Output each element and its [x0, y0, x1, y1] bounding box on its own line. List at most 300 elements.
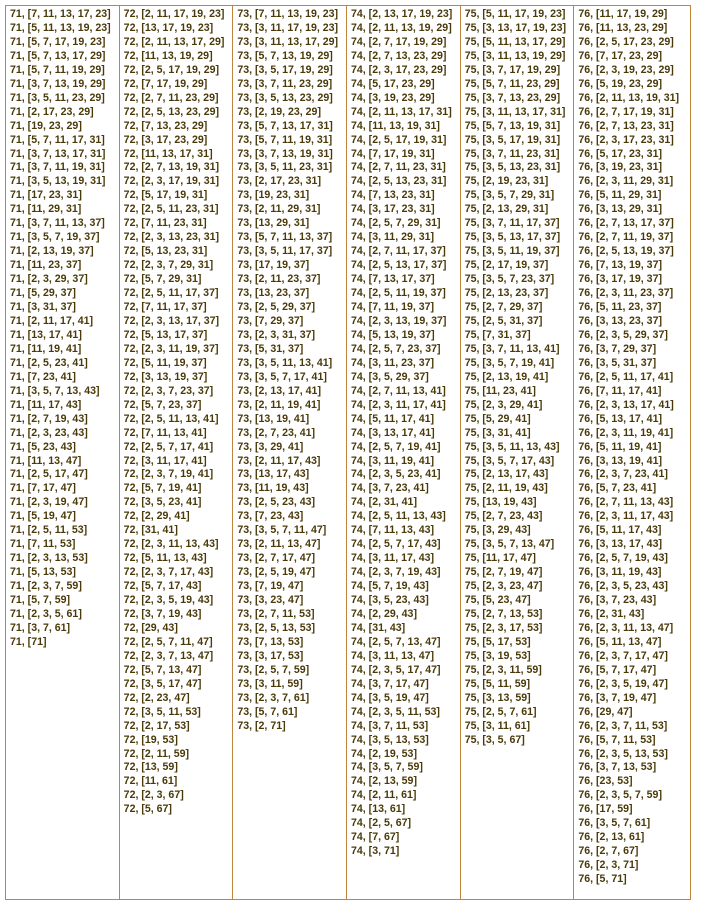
- table-entry: 73, [3, 7, 13, 19, 31]: [237, 147, 333, 160]
- table-entry: 73, [7, 19, 47]: [237, 580, 304, 593]
- table-entry: 76, [3, 7, 29, 37]: [578, 342, 657, 355]
- table-entry: 74, [2, 19, 53]: [351, 747, 417, 760]
- table-entry: 74, [2, 5, 7, 13, 47]: [351, 635, 441, 648]
- table-entry: 74, [2, 7, 11, 23, 31]: [351, 161, 446, 174]
- table-entry: 72, [29, 43]: [123, 621, 178, 634]
- table-entry: 71, [2, 11, 17, 41]: [10, 314, 94, 327]
- table-entry: 76, [3, 7, 19, 47]: [578, 691, 657, 704]
- table-entry: 76, [2, 3, 11, 23, 37]: [578, 287, 674, 300]
- table-entry: 76, [2, 5, 7, 19, 43]: [578, 552, 668, 565]
- table-entry: 76, [29, 47]: [578, 705, 633, 718]
- table-entry: 71, [2, 17, 23, 29]: [10, 105, 94, 118]
- table-entry: 76, [5, 19, 23, 29]: [578, 77, 662, 90]
- table-entry: 73, [2, 5, 23, 43]: [237, 496, 316, 509]
- table-entry: 74, [3, 7, 17, 47]: [351, 677, 429, 690]
- table-entry: 71, [2, 13, 19, 37]: [10, 245, 94, 258]
- table-entry: 73, [5, 7, 13, 17, 31]: [237, 119, 333, 132]
- table-entry: 74, [7, 11, 13, 43]: [351, 524, 435, 537]
- table-entry: 72, [19, 53]: [123, 733, 178, 746]
- table-entry: 74, [2, 5, 7, 23, 37]: [351, 342, 441, 355]
- table-entry: 72, [5, 7, 13, 47]: [123, 663, 202, 676]
- table-entry: 76, [2, 5, 17, 23, 29]: [578, 35, 674, 48]
- table-entry: 72, [2, 3, 5, 19, 43]: [123, 594, 214, 607]
- table-entry: 71, [7, 11, 53]: [10, 538, 76, 551]
- table-entry: 73, [5, 7, 13, 19, 29]: [237, 49, 333, 62]
- table-entry: 75, [3, 5, 7, 19, 41]: [464, 356, 555, 369]
- table-entry: 72, [3, 5, 17, 47]: [123, 677, 202, 690]
- table-entry: 75, [3, 11, 61]: [464, 719, 531, 732]
- table-entry: 71, [5, 7, 59]: [10, 594, 71, 607]
- table-entry: 76, [2, 3, 5, 13, 53]: [578, 747, 668, 760]
- table-entry: 72, [5, 17, 19, 31]: [123, 189, 208, 202]
- table-entry: 72, [2, 5, 7, 11, 47]: [123, 635, 213, 648]
- table-entry: 72, [5, 7, 29, 31]: [123, 273, 202, 286]
- table-entry: 72, [2, 3, 7, 19, 41]: [123, 468, 214, 481]
- table-entry: 74, [2, 7, 11, 13, 41]: [351, 384, 446, 397]
- table-entry: 72, [2, 7, 11, 23, 29]: [123, 91, 219, 104]
- table-entry: 75, [2, 13, 23, 37]: [464, 287, 549, 300]
- table-entry: 72, [2, 5, 11, 17, 37]: [123, 287, 219, 300]
- table-entry: 73, [7, 29, 37]: [237, 314, 304, 327]
- table-entry: 76, [3, 5, 7, 61]: [578, 817, 651, 830]
- table-entry: 76, [5, 7, 23, 41]: [578, 482, 657, 495]
- table-entry: 71, [2, 3, 23, 43]: [10, 426, 88, 439]
- table-entry: 75, [3, 5, 11, 13, 43]: [464, 440, 560, 453]
- table-entry: 74, [3, 5, 13, 53]: [351, 733, 429, 746]
- column-73: [233, 6, 347, 899]
- table-entry: 73, [5, 31, 37]: [237, 342, 304, 355]
- table-entry: 72, [2, 11, 59]: [123, 747, 190, 760]
- table-entry: 72, [3, 13, 19, 37]: [123, 370, 208, 383]
- table-entry: 76, [2, 7, 13, 17, 37]: [578, 217, 674, 230]
- table-entry: 72, [13, 17, 19, 23]: [123, 21, 214, 34]
- table-entry: 76, [5, 11, 13, 47]: [578, 635, 662, 648]
- table-entry: 75, [3, 29, 43]: [464, 524, 531, 537]
- table-entry: 75, [2, 17, 19, 37]: [464, 259, 549, 272]
- table-entry: 74, [2, 3, 11, 17, 41]: [351, 398, 446, 411]
- table-entry: 71, [5, 7, 11, 17, 31]: [10, 133, 105, 146]
- table-entry: 72, [5, 11, 13, 43]: [123, 552, 207, 565]
- table-entry: 76, [5, 11, 23, 37]: [578, 301, 662, 314]
- table-entry: 76, [3, 19, 23, 31]: [578, 161, 662, 174]
- table-entry: 72, [2, 11, 13, 17, 29]: [123, 35, 225, 48]
- table-entry: 73, [2, 5, 7, 59]: [237, 663, 310, 676]
- table-entry: 71, [2, 3, 13, 53]: [10, 552, 88, 565]
- table-entry: 73, [3, 5, 13, 23, 29]: [237, 91, 333, 104]
- table-entry: 74, [2, 5, 67]: [351, 817, 412, 830]
- table-entry: 73, [3, 11, 59]: [237, 677, 303, 690]
- table-entry: 71, [7, 23, 41]: [10, 370, 76, 383]
- table-entry: 72, [3, 5, 11, 53]: [123, 705, 201, 718]
- table-entry: 73, [2, 11, 17, 43]: [237, 454, 321, 467]
- table-entry: 71, [2, 5, 23, 41]: [10, 356, 88, 369]
- table-entry: 75, [3, 11, 13, 17, 31]: [464, 105, 566, 118]
- table-entry: 72, [5, 7, 19, 41]: [123, 482, 202, 495]
- table-entry: 75, [3, 13, 17, 19, 23]: [464, 21, 566, 34]
- table-entry: 72, [3, 17, 23, 29]: [123, 133, 208, 146]
- table-entry: 74, [2, 7, 11, 17, 37]: [351, 245, 446, 258]
- table-entry: 72, [2, 23, 47]: [123, 691, 190, 704]
- table-entry: 76, [7, 17, 23, 29]: [578, 49, 662, 62]
- table-entry: 71, [7, 11, 13, 17, 23]: [10, 8, 111, 20]
- table-entry: 73, [11, 19, 43]: [237, 482, 309, 495]
- table-entry: 72, [2, 5, 7, 17, 41]: [123, 440, 214, 453]
- table-entry: 76, [2, 5, 13, 19, 37]: [578, 245, 674, 258]
- table-entry: 75, [5, 17, 53]: [464, 635, 531, 648]
- column-76: [574, 6, 690, 899]
- table-entry: 76, [3, 5, 31, 37]: [578, 356, 657, 369]
- table-entry: 76, [2, 5, 11, 17, 41]: [578, 370, 674, 383]
- table-entry: 75, [5, 11, 17, 19, 23]: [464, 8, 566, 20]
- table-entry: 71, [3, 7, 13, 17, 31]: [10, 147, 106, 160]
- table-entry: 73, [2, 7, 23, 41]: [237, 426, 316, 439]
- table-entry: 73, [3, 5, 11, 13, 41]: [237, 356, 333, 369]
- table-entry: 73, [17, 19, 37]: [237, 259, 310, 272]
- table-entry: 76, [5, 11, 29, 31]: [578, 189, 662, 202]
- table-entry: 72, [7, 11, 13, 41]: [123, 426, 207, 439]
- table-entry: 76, [2, 3, 11, 29, 31]: [578, 175, 674, 188]
- table-entry: 73, [2, 3, 7, 61]: [237, 691, 310, 704]
- table-entry: 75, [11, 17, 47]: [464, 552, 536, 565]
- table-entry: 76, [2, 3, 5, 19, 47]: [578, 677, 668, 690]
- table-entry: 71, [2, 3, 5, 61]: [10, 607, 82, 620]
- table-entry: 76, [2, 3, 11, 17, 43]: [578, 510, 674, 523]
- table-entry: 74, [3, 5, 19, 47]: [351, 691, 429, 704]
- table-entry: 72, [5, 11, 19, 37]: [123, 356, 207, 369]
- table-entry: 71, [5, 7, 17, 19, 23]: [10, 35, 106, 48]
- partition-table: [5, 5, 691, 900]
- table-entry: 73, [2, 7, 11, 53]: [237, 607, 315, 620]
- table-entry: 75, [3, 5, 11, 19, 37]: [464, 245, 560, 258]
- table-entry: 72, [11, 13, 19, 29]: [123, 49, 213, 62]
- table-entry: 75, [2, 13, 29, 31]: [464, 203, 549, 216]
- table-entry: 75, [2, 7, 19, 47]: [464, 566, 543, 579]
- table-entry: 75, [3, 5, 67]: [464, 733, 525, 746]
- table-entry: 74, [2, 3, 13, 19, 37]: [351, 314, 447, 327]
- table-entry: 75, [3, 7, 11, 17, 37]: [464, 217, 560, 230]
- table-entry: 72, [2, 3, 13, 17, 37]: [123, 314, 220, 327]
- table-entry: 72, [2, 3, 11, 19, 37]: [123, 342, 219, 355]
- table-entry: 73, [3, 11, 13, 17, 29]: [237, 35, 339, 48]
- table-entry: 76, [7, 13, 19, 37]: [578, 259, 662, 272]
- table-entry: 76, [3, 7, 23, 43]: [578, 594, 657, 607]
- table-entry: 75, [5, 7, 13, 19, 31]: [464, 119, 561, 132]
- table-entry: 72, [2, 3, 13, 23, 31]: [123, 231, 220, 244]
- table-entry: 75, [5, 11, 13, 17, 29]: [464, 35, 566, 48]
- table-entry: 76, [2, 3, 13, 17, 41]: [578, 398, 674, 411]
- table-entry: 71, [3, 5, 13, 19, 31]: [10, 175, 106, 188]
- table-entry: 73, [2, 5, 13, 53]: [237, 621, 316, 634]
- table-entry: 71, [3, 5, 7, 13, 43]: [10, 384, 100, 397]
- table-entry: 76, [5, 13, 17, 41]: [578, 412, 662, 425]
- table-entry: 72, [2, 17, 53]: [123, 719, 190, 732]
- table-entry: 73, [3, 5, 11, 23, 31]: [237, 161, 333, 174]
- table-entry: 74, [3, 5, 29, 37]: [351, 370, 429, 383]
- table-entry: 71, [11, 23, 37]: [10, 259, 82, 272]
- table-entry: 75, [2, 19, 23, 31]: [464, 175, 549, 188]
- table-entry: 74, [5, 13, 19, 37]: [351, 328, 435, 341]
- table-entry: 72, [2, 5, 17, 19, 29]: [123, 63, 220, 76]
- table-entry: 74, [3, 13, 17, 41]: [351, 426, 435, 439]
- column-72: [120, 6, 234, 899]
- table-entry: 73, [3, 29, 41]: [237, 440, 304, 453]
- table-entry: 75, [2, 3, 23, 47]: [464, 580, 543, 593]
- table-entry: 72, [2, 7, 13, 19, 31]: [123, 161, 220, 174]
- table-entry: 73, [2, 19, 23, 29]: [237, 105, 321, 118]
- table-entry: 75, [3, 5, 7, 17, 43]: [464, 454, 555, 467]
- table-entry: 71, [11, 29, 31]: [10, 203, 82, 216]
- table-entry: 76, [2, 11, 13, 19, 31]: [578, 91, 680, 104]
- table-entry: 74, [13, 61]: [351, 803, 406, 816]
- table-entry: 71, [5, 13, 53]: [10, 566, 76, 579]
- table-entry: 73, [7, 13, 53]: [237, 635, 304, 648]
- table-entry: 74, [2, 3, 7, 19, 43]: [351, 566, 441, 579]
- table-entry: 72, [2, 5, 11, 13, 41]: [123, 412, 219, 425]
- table-entry: 74, [2, 11, 61]: [351, 789, 417, 802]
- table-entry: 76, [23, 53]: [578, 775, 633, 788]
- table-entry: 76, [2, 7, 17, 19, 31]: [578, 105, 674, 118]
- table-entry: 74, [2, 13, 59]: [351, 775, 417, 788]
- table-entry: 71, [5, 23, 43]: [10, 440, 76, 453]
- table-entry: 76, [2, 3, 7, 11, 53]: [578, 719, 668, 732]
- table-entry: 75, [3, 7, 17, 19, 29]: [464, 63, 561, 76]
- table-entry: 76, [3, 17, 19, 37]: [578, 273, 662, 286]
- table-entry: 74, [5, 11, 17, 41]: [351, 412, 435, 425]
- table-entry: 76, [2, 7, 11, 19, 37]: [578, 231, 674, 244]
- table-entry: 73, [3, 5, 11, 17, 37]: [237, 245, 333, 258]
- table-entry: 73, [5, 7, 11, 13, 37]: [237, 231, 333, 244]
- table-entry: 72, [3, 5, 23, 41]: [123, 496, 202, 509]
- table-entry: 74, [2, 29, 43]: [351, 607, 417, 620]
- table-entry: 75, [7, 31, 37]: [464, 328, 531, 341]
- table-entry: 71, [19, 23, 29]: [10, 119, 82, 132]
- table-entry: 72, [3, 11, 17, 41]: [123, 454, 207, 467]
- table-entry: 72, [2, 3, 7, 23, 37]: [123, 384, 214, 397]
- table-entry: 71, [2, 3, 29, 37]: [10, 273, 88, 286]
- table-entry: 76, [2, 7, 67]: [578, 845, 639, 858]
- table-entry: 76, [2, 31, 43]: [578, 607, 645, 620]
- column-71: [6, 6, 120, 899]
- table-entry: 72, [2, 3, 11, 13, 43]: [123, 538, 219, 551]
- table-entry: 73, [2, 7, 17, 47]: [237, 552, 316, 565]
- table-entry: 71, [3, 7, 11, 13, 37]: [10, 217, 105, 230]
- table-entry: 74, [2, 11, 13, 19, 29]: [351, 21, 452, 34]
- table-entry: 73, [2, 11, 13, 47]: [237, 538, 321, 551]
- table-entry: 71, [5, 19, 47]: [10, 510, 76, 523]
- table-entry: 73, [2, 3, 31, 37]: [237, 328, 316, 341]
- table-entry: 74, [2, 5, 11, 13, 43]: [351, 510, 446, 523]
- table-entry: 71, [11, 13, 47]: [10, 454, 82, 467]
- table-entry: 76, [5, 7, 17, 47]: [578, 663, 657, 676]
- table-entry: 72, [2, 3, 7, 13, 47]: [123, 649, 214, 662]
- table-entry: 74, [3, 11, 23, 37]: [351, 356, 435, 369]
- table-entry: 72, [11, 13, 17, 31]: [123, 147, 213, 160]
- table-entry: 74, [2, 3, 5, 17, 47]: [351, 663, 441, 676]
- table-entry: 76, [5, 71]: [578, 873, 627, 886]
- table-entry: 73, [2, 11, 23, 37]: [237, 273, 321, 286]
- table-entry: 75, [2, 13, 17, 43]: [464, 468, 549, 481]
- table-entry: 74, [2, 5, 7, 17, 43]: [351, 538, 441, 551]
- table-entry: 76, [3, 13, 19, 41]: [578, 454, 662, 467]
- table-entry: 74, [5, 17, 23, 29]: [351, 77, 435, 90]
- table-entry: 72, [31, 41]: [123, 524, 178, 537]
- table-entry: 76, [2, 7, 11, 13, 43]: [578, 496, 674, 509]
- table-entry: 76, [5, 11, 19, 41]: [578, 440, 662, 453]
- table-entry: 75, [5, 7, 11, 23, 29]: [464, 77, 560, 90]
- table-entry: 72, [3, 7, 19, 43]: [123, 607, 202, 620]
- table-entry: 76, [2, 3, 71]: [578, 859, 639, 872]
- table-entry: 74, [3, 7, 23, 41]: [351, 482, 429, 495]
- table-entry: 75, [5, 29, 41]: [464, 412, 531, 425]
- table-entry: 72, [7, 13, 23, 29]: [123, 119, 208, 132]
- table-entry: 76, [3, 7, 13, 53]: [578, 761, 657, 774]
- table-entry: 71, [2, 3, 19, 47]: [10, 496, 88, 509]
- table-entry: 71, [5, 7, 13, 17, 29]: [10, 49, 106, 62]
- table-entry: 73, [3, 5, 7, 11, 47]: [237, 524, 327, 537]
- table-entry: 75, [3, 5, 7, 29, 31]: [464, 189, 555, 202]
- table-entry: 76, [2, 3, 11, 19, 41]: [578, 426, 674, 439]
- table-entry: 74, [2, 5, 13, 23, 31]: [351, 175, 447, 188]
- table-entry: 75, [11, 23, 41]: [464, 384, 536, 397]
- table-entry: 74, [7, 17, 19, 31]: [351, 147, 435, 160]
- table-entry: 74, [3, 17, 23, 31]: [351, 203, 435, 216]
- table-entry: 73, [3, 23, 47]: [237, 594, 304, 607]
- table-entry: 75, [2, 3, 17, 53]: [464, 621, 543, 634]
- table-entry: 74, [2, 13, 17, 19, 23]: [351, 8, 453, 20]
- table-entry: 71, [13, 17, 41]: [10, 328, 82, 341]
- table-entry: 74, [3, 11, 17, 43]: [351, 552, 435, 565]
- table-entry: 74, [2, 11, 13, 17, 31]: [351, 105, 452, 118]
- table-entry: 73, [2, 5, 29, 37]: [237, 301, 316, 314]
- table-entry: 75, [2, 11, 19, 43]: [464, 482, 548, 495]
- table-entry: 74, [2, 7, 17, 19, 29]: [351, 35, 447, 48]
- table-entry: 76, [5, 7, 11, 53]: [578, 733, 656, 746]
- table-entry: 76, [3, 13, 29, 31]: [578, 203, 662, 216]
- table-entry: 73, [13, 23, 37]: [237, 287, 310, 300]
- table-entry: 76, [2, 3, 7, 17, 47]: [578, 649, 668, 662]
- table-entry: 76, [2, 3, 11, 13, 47]: [578, 621, 674, 634]
- table-entry: 76, [2, 3, 5, 23, 43]: [578, 580, 668, 593]
- table-entry: 71, [5, 11, 13, 19, 23]: [10, 21, 111, 34]
- table-entry: 72, [2, 3, 17, 19, 31]: [123, 175, 220, 188]
- table-entry: 75, [3, 5, 13, 17, 37]: [464, 231, 561, 244]
- table-entry: 76, [5, 17, 23, 31]: [578, 147, 662, 160]
- table-entry: 71, [3, 7, 11, 19, 31]: [10, 161, 105, 174]
- table-entry: 73, [2, 11, 19, 41]: [237, 398, 321, 411]
- table-entry: 76, [2, 3, 5, 7, 59]: [578, 789, 662, 802]
- table-entry: 72, [2, 3, 7, 29, 31]: [123, 259, 214, 272]
- table-entry: 71, [11, 19, 41]: [10, 342, 82, 355]
- table-entry: 75, [3, 31, 41]: [464, 426, 531, 439]
- table-entry: 74, [7, 11, 19, 37]: [351, 301, 435, 314]
- table-entry: 74, [3, 71]: [351, 845, 400, 858]
- table-entry: 76, [2, 13, 61]: [578, 831, 645, 844]
- table-entry: 76, [2, 7, 13, 23, 31]: [578, 119, 674, 132]
- table-entry: 74, [3, 5, 7, 59]: [351, 761, 423, 774]
- table-entry: 71, [3, 7, 61]: [10, 621, 71, 634]
- table-entry: 76, [2, 3, 19, 23, 29]: [578, 63, 674, 76]
- table-entry: 71, [17, 23, 31]: [10, 189, 82, 202]
- table-entry: 73, [2, 71]: [237, 719, 286, 732]
- table-entry: 72, [5, 13, 17, 37]: [123, 328, 208, 341]
- table-entry: 76, [2, 3, 5, 29, 37]: [578, 328, 668, 341]
- table-entry: 71, [7, 17, 47]: [10, 482, 76, 495]
- table-entry: 75, [3, 5, 7, 13, 47]: [464, 538, 555, 551]
- table-entry: 74, [2, 3, 5, 11, 53]: [351, 705, 440, 718]
- table-entry: 71, [2, 3, 7, 59]: [10, 580, 82, 593]
- table-entry: 75, [3, 7, 11, 13, 41]: [464, 342, 560, 355]
- table-entry: 74, [7, 67]: [351, 831, 400, 844]
- column-74: [347, 6, 461, 899]
- table-entry: 71, [3, 5, 7, 19, 37]: [10, 231, 100, 244]
- table-entry: 71, [2, 5, 11, 53]: [10, 524, 88, 537]
- table-entry: 74, [7, 13, 17, 37]: [351, 273, 435, 286]
- table-entry: 75, [3, 7, 11, 23, 31]: [464, 147, 560, 160]
- table-entry: 72, [2, 11, 17, 19, 23]: [123, 8, 225, 20]
- table-entry: 75, [3, 13, 59]: [464, 691, 531, 704]
- table-entry: 74, [2, 3, 5, 23, 41]: [351, 468, 441, 481]
- table-entry: 76, [3, 11, 19, 43]: [578, 566, 662, 579]
- table-entry: 72, [5, 7, 23, 37]: [123, 398, 202, 411]
- table-entry: 72, [2, 3, 67]: [123, 789, 184, 802]
- table-entry: 72, [5, 13, 23, 31]: [123, 245, 208, 258]
- table-entry: 73, [3, 5, 7, 17, 41]: [237, 370, 327, 383]
- table-entry: 72, [11, 61]: [123, 775, 178, 788]
- table-entry: 71, [3, 5, 11, 23, 29]: [10, 91, 105, 104]
- table-entry: 73, [7, 23, 43]: [237, 510, 304, 523]
- table-entry: 75, [13, 19, 43]: [464, 496, 537, 509]
- table-entry: 75, [3, 5, 7, 23, 37]: [464, 273, 555, 286]
- table-entry: 74, [2, 5, 17, 19, 31]: [351, 133, 447, 146]
- table-entry: 74, [3, 11, 19, 41]: [351, 454, 435, 467]
- table-entry: 71, [2, 5, 17, 47]: [10, 468, 88, 481]
- table-entry: 76, [11, 13, 23, 29]: [578, 21, 668, 34]
- table-entry: 73, [2, 5, 19, 47]: [237, 566, 316, 579]
- table-entry: 75, [2, 5, 7, 61]: [464, 705, 537, 718]
- table-entry: 76, [3, 13, 17, 43]: [578, 538, 662, 551]
- table-entry: 74, [2, 3, 17, 23, 29]: [351, 63, 447, 76]
- table-entry: 76, [11, 17, 19, 29]: [578, 8, 668, 20]
- table-entry: 74, [3, 11, 13, 47]: [351, 649, 435, 662]
- table-entry: 74, [3, 5, 23, 43]: [351, 594, 429, 607]
- table-entry: 74, [2, 5, 7, 29, 31]: [351, 217, 441, 230]
- table-entry: 74, [31, 43]: [351, 621, 406, 634]
- table-entry: 73, [3, 17, 53]: [237, 649, 304, 662]
- table-entry: 75, [5, 23, 47]: [464, 594, 531, 607]
- table-entry: 72, [2, 5, 11, 23, 31]: [123, 203, 219, 216]
- table-entry: 75, [2, 5, 31, 37]: [464, 314, 543, 327]
- table-entry: 74, [3, 7, 11, 53]: [351, 719, 429, 732]
- table-entry: 73, [2, 11, 29, 31]: [237, 203, 321, 216]
- table-entry: 71, [11, 17, 43]: [10, 398, 82, 411]
- table-entry: 74, [11, 13, 19, 31]: [351, 119, 440, 132]
- table-entry: 72, [7, 11, 17, 37]: [123, 301, 207, 314]
- table-entry: 71, [3, 31, 37]: [10, 301, 76, 314]
- table-entry: 73, [7, 11, 13, 19, 23]: [237, 8, 339, 20]
- table-entry: 73, [19, 23, 31]: [237, 189, 310, 202]
- table-entry: 71, [5, 29, 37]: [10, 287, 76, 300]
- table-entry: 72, [5, 7, 17, 43]: [123, 580, 202, 593]
- table-entry: 73, [13, 29, 31]: [237, 217, 310, 230]
- table-entry: 75, [3, 5, 13, 23, 31]: [464, 161, 561, 174]
- table-entry: 73, [13, 17, 43]: [237, 468, 310, 481]
- table-entry: 71, [2, 7, 19, 43]: [10, 412, 88, 425]
- table-entry: 74, [2, 5, 7, 19, 41]: [351, 440, 441, 453]
- table-entry: 74, [2, 7, 13, 23, 29]: [351, 49, 447, 62]
- table-entry: 72, [5, 67]: [123, 803, 172, 816]
- table-entry: 72, [2, 29, 41]: [123, 510, 190, 523]
- table-entry: 75, [3, 7, 13, 23, 29]: [464, 91, 561, 104]
